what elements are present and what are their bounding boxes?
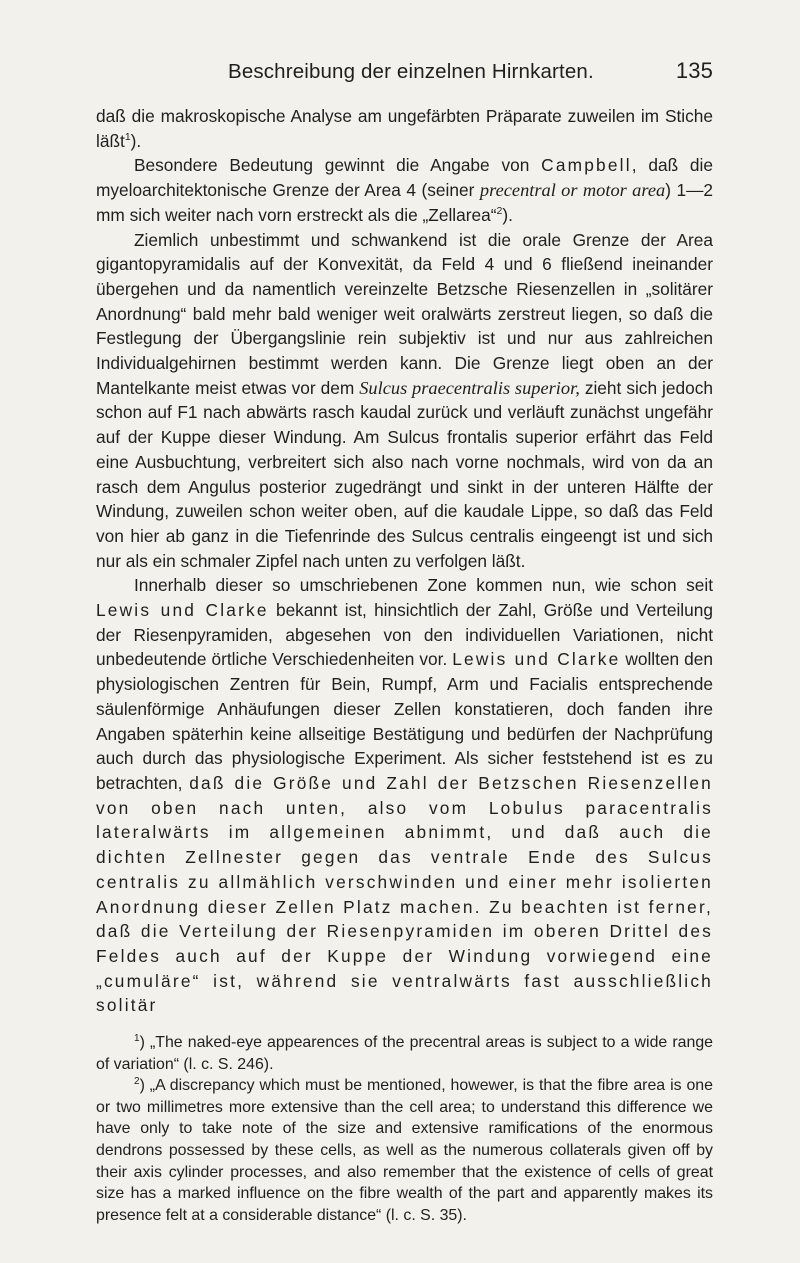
footnote-ref-1: 1	[124, 130, 131, 143]
main-text	[96, 104, 713, 1018]
italic-term-precentral: precentral or motor area	[479, 180, 666, 201]
running-title: Beschreibung der einzelnen Hirnkarten.	[228, 60, 594, 83]
footnote-1-text: ) „The naked-eye appearences of the precentral areas is subject to a wide range of variation“ (l. c. S. 246).	[96, 1034, 713, 1073]
page-number: 135	[675, 58, 713, 83]
emphasized-passage: daß die Größe und Zahl der Betzschen Riesenzellen von oben nach unten, also vom Lobulus paracentralis lateralwärts im allgemeinen abnimmt, und daß auch die dichten Zellnester gegen das ventrale Ende des Sulcus centralis zu allmählich verschwinden und einer mehr isolierten Anordnung dieser Zellen Platz machen. Zu beachten ist ferner, daß die Verteilung der Riesenpyramiden im oberen Drittel des Feldes auch auf der Kuppe der Windung vorwiegend eine „cumuläre“ ist, während sie ventralwärts fast ausschließlich solitär	[96, 772, 713, 1016]
author-names-lewis-clarke-2: Lewis und Clarke	[452, 649, 621, 670]
paragraph-2	[96, 153, 713, 227]
footnote-ref-2: 2	[496, 204, 503, 217]
footnote-2-text: ) „A discrepancy which must be mentioned, howewer, is that the fibre area is one or two millimetres more extensive than the cell area; to understand this difference we have only to take note of the size and extensive ramifications of the enormous dendrons possessed by these cells, as well as the numerous collaterals given off by their axis cylinder processes, and also remember that the existence of cells of great size has a marked influence on the fibre wealth of the part and apparently makes its presence felt at a considerable distance“ (l. c. S. 35).	[96, 1077, 713, 1224]
paragraph-4	[96, 573, 713, 1018]
footnote-1	[96, 1032, 713, 1075]
paragraph-3-text-b: zieht sich jedoch schon auf F1 nach abwärts rasch kaudal zurück und verläuft zunächst ungefähr auf der Kuppe dieser Windung. Am Sulcus frontalis superior erfährt das Feld eine Ausbuchtung, verbreitert sich also nach vorne nochmals, wird von da an rasch dem Angulus posterior zugedrängt und sinkt in der unteren Hälfte der Windung, zuweilen schon weiter oben, auf die kaudale Lippe, so daß das Feld von hier ab ganz in die Tiefenrinde des Sulcus centralis eingeengt ist und sich nur als ein schmaler Zipfel nach unten zu verfolgen läßt.	[96, 377, 713, 571]
paragraph-3-text-a: Ziemlich unbestimmt und schwankend ist die orale Grenze der Area gigantopyramidalis auf der Konvexität, da Feld 4 und 6 fließend ineinander übergehen und da namentlich vereinzelte Betzsche Riesenzellen in „solitärer Anordnung“ bald mehr bald weniger weit oralwärts zerstreut liegen, so daß die Festlegung der Übergangslinie rein subjektiv ist und nur aus zahlreichen Individualgehirnen bestimmt werden kann. Die Grenze liegt oben an der Mantelkante meist etwas vor dem	[96, 229, 713, 398]
paragraph-1-tail: .	[136, 130, 142, 151]
paragraph-3	[96, 228, 713, 574]
paragraph-4-text-a: Innerhalb dieser so umschriebenen Zone kommen nun, wie schon seit	[134, 575, 713, 596]
footnotes	[96, 1032, 713, 1226]
paragraph-1: daß die makroskopische Analyse am ungefärbten Präparate zuweilen im Stiche läßt$^1$).	[96, 106, 713, 151]
paragraph-1-text: daß die makroskopische Analyse am ungefärbten Präparate zuweilen im Stiche läßt	[96, 106, 713, 151]
italic-term-sulcus: Sulcus praecentralis superior,	[359, 377, 580, 398]
paragraph-2-text-b: , daß die myeloarchitektonische Grenze der Area 4 (seiner	[96, 155, 713, 201]
paragraph-4-text-c: wollten den physiologischen Zentren für Bein, Rumpf, Arm und Facialis entsprechende säulenförmige Anhäufungen dieser Zellen konstatieren, doch fanden ihre Angaben späterhin keine allseitige Bestätigung und bedürfen der Nachprüfung auch durch das physiologische Experiment. Als sicher feststehend ist es zu betrachten,	[96, 649, 713, 793]
running-header	[96, 52, 713, 86]
paragraph-2-text-a: Besondere Bedeutung gewinnt die Angabe von	[134, 155, 542, 176]
page-content	[96, 52, 713, 1226]
paragraph-4-text-b: bekannt ist, hinsichtlich der Zahl, Größe und Verteilung der Riesenpyramiden, abgesehen von den individuellen Variationen, nicht unbedeutende örtliche Verschiedenheiten vor.	[96, 600, 713, 670]
footnote-2-mark: 2	[134, 1076, 140, 1088]
footnote-2	[96, 1075, 713, 1226]
paragraph-2-text-c: ) 1—2 mm sich weiter nach vorn erstreckt als die „Zellarea“	[96, 180, 713, 225]
footnote-1-mark: 1	[134, 1033, 140, 1045]
paragraph-2-text-d: ).	[502, 204, 513, 225]
author-names-lewis-clarke: Lewis und Clarke	[96, 600, 269, 621]
author-name-campbell: Campbell	[541, 155, 632, 176]
